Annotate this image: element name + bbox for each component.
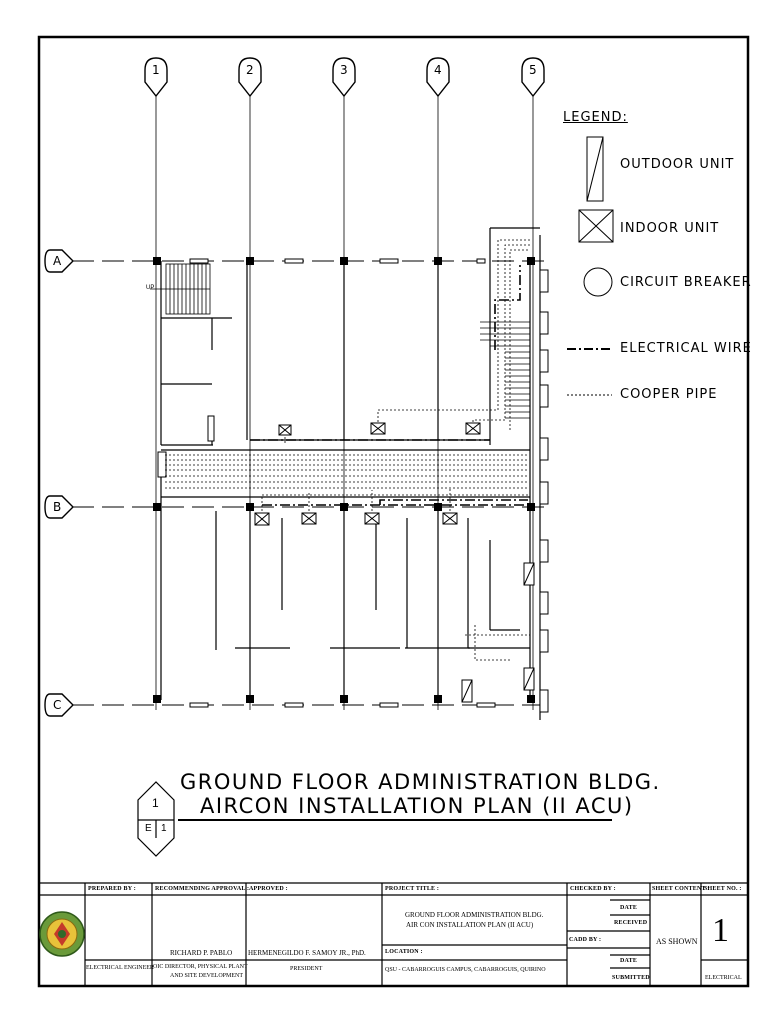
column-label-3: 3: [340, 63, 348, 77]
legend-label-circuit-breaker: CIRCUIT BREAKER: [620, 275, 752, 290]
row-bubbles: [45, 250, 73, 716]
row-label-c: C: [53, 698, 62, 712]
circuit-breaker-symbol-icon: [584, 268, 612, 296]
legend-label-indoor-unit: INDOOR UNIT: [620, 221, 720, 236]
recommending-label: RECOMMENDING APPROVAL :: [155, 886, 250, 892]
outdoor-units: [462, 563, 534, 702]
grid-lines-horizontal: [72, 261, 545, 705]
row-label-b: B: [53, 500, 62, 514]
sheet-no-value: 1: [712, 912, 729, 949]
checked-by-label: CHECKED BY :: [570, 886, 616, 892]
outdoor-unit-3: [462, 680, 472, 702]
drawing-tag: [138, 782, 174, 856]
drawing-tag-number: 1: [152, 796, 159, 810]
drawing-tag-sheet-no: 1: [161, 823, 167, 834]
location-label: LOCATION :: [385, 949, 423, 955]
cadd-by-label: CADD BY :: [569, 937, 602, 943]
walls: [161, 228, 540, 720]
university-seal: [40, 912, 84, 956]
indoor-unit-symbol-icon: [579, 210, 613, 242]
row-label-a: A: [53, 254, 62, 268]
column-label-4: 4: [434, 63, 442, 77]
recommending-name: RICHARD P. PABLO: [170, 949, 233, 957]
date-label-2: DATE: [620, 958, 638, 964]
project-title-line-1: GROUND FLOOR ADMINISTRATION BLDG.: [405, 911, 544, 919]
indoor-unit-2: [371, 423, 385, 434]
sheet-content-label: SHEET CONTENT :: [652, 886, 710, 892]
column-label-2: 2: [246, 63, 254, 77]
recommending-role-2: AND SITE DEVELOPMENT: [170, 973, 243, 979]
stair-up-label: UP: [146, 285, 155, 291]
electrical-wire-runs: [250, 265, 528, 505]
submitted-label: SUBMITTED: [612, 975, 650, 981]
legend-title: LEGEND:: [563, 110, 628, 125]
received-label: RECEIVED: [614, 920, 648, 926]
sheet-border: [39, 37, 748, 986]
project-title-label: PROJECT TITLE :: [385, 886, 440, 892]
legend-symbols: [567, 137, 613, 395]
approved-role: PRESIDENT: [290, 966, 323, 972]
indoor-unit-7: [443, 513, 457, 524]
indoor-unit-5: [302, 513, 316, 524]
stair-left: [150, 264, 210, 314]
approved-label: APPROVED :: [249, 886, 288, 892]
outdoor-unit-2: [524, 668, 534, 690]
indoor-unit-6: [365, 513, 379, 524]
drawing-title-line-1: GROUND FLOOR ADMINISTRATION BLDG.: [180, 770, 661, 794]
drawing-tag-sheet: E: [145, 823, 152, 834]
prepared-by-label: PREPARED BY :: [88, 886, 136, 892]
sheet-no-label: SHEET NO. :: [704, 886, 742, 892]
recommending-role-1: OIC DIRECTOR, PHYSICAL PLANT: [153, 964, 248, 970]
sheet-discipline: ELECTRICAL: [705, 975, 742, 981]
legend-label-outdoor-unit: OUTDOOR UNIT: [620, 157, 735, 172]
sheet-content-value: AS SHOWN: [656, 937, 698, 946]
approved-name: HERMENEGILDO F. SAMOY JR., PhD.: [248, 949, 366, 957]
indoor-unit-4: [255, 513, 269, 525]
outdoor-unit-symbol-icon: [587, 137, 603, 201]
indoor-unit-1: [279, 425, 291, 435]
legend-label-electrical-wire: ELECTRICAL WIRE: [620, 341, 752, 356]
outdoor-unit-1: [524, 563, 534, 585]
date-label-1: DATE: [620, 905, 638, 911]
column-label-1: 1: [152, 63, 160, 77]
legend-label-cooper-pipe: COOPER PIPE: [620, 387, 718, 402]
column-label-5: 5: [529, 63, 537, 77]
location-value: QSU - CABARROGUIS CAMPUS, CABARROGUIS, QUIRINO: [385, 967, 546, 973]
indoor-unit-3: [466, 423, 480, 434]
drawing-title-line-2: AIRCON INSTALLATION PLAN (II ACU): [200, 794, 634, 818]
prepared-by-role: ELECTRICAL ENGINEER: [86, 965, 154, 971]
project-title-line-2: AIR CON INSTALLATION PLAN (II ACU): [406, 921, 534, 929]
indoor-units: [255, 423, 480, 525]
